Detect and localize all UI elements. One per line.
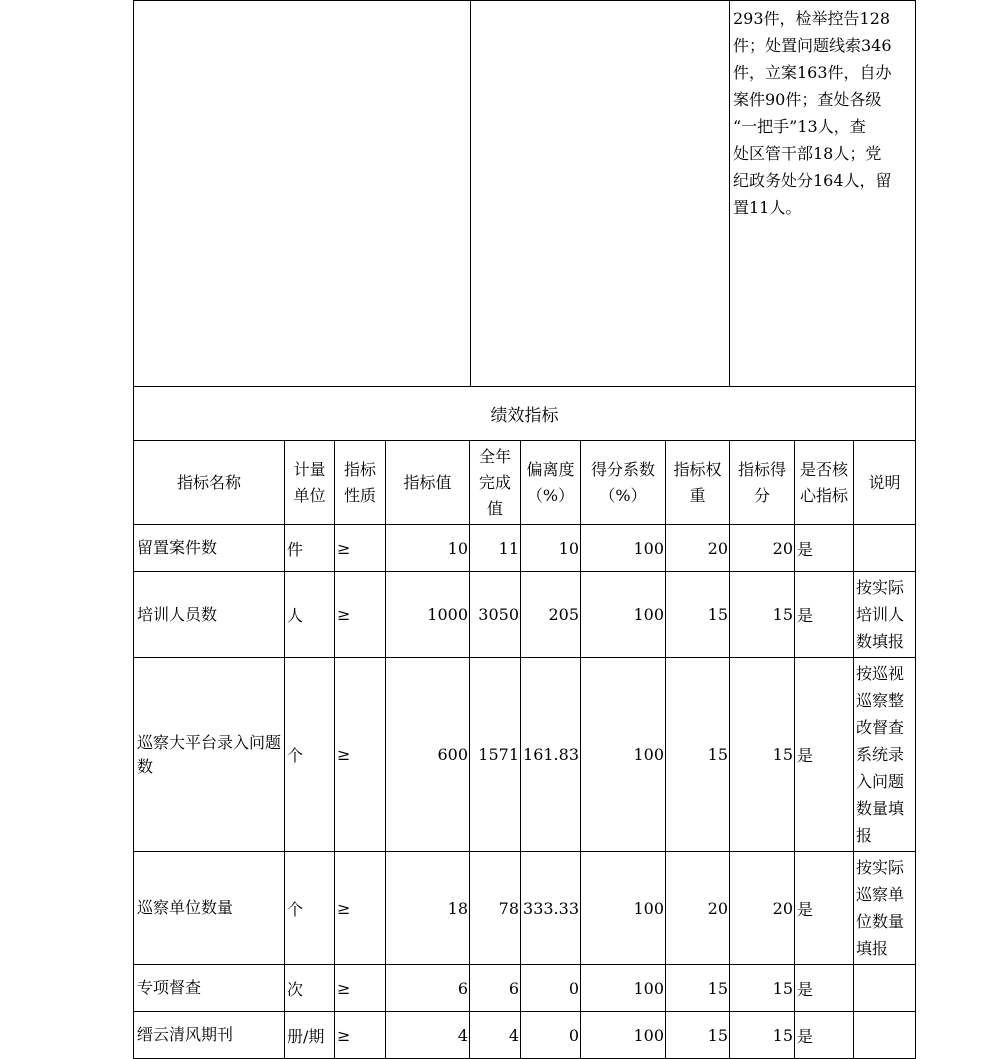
core-cell: 是 <box>795 525 854 572</box>
actual-cell: 11 <box>470 525 521 572</box>
indicator-name: 缙云清风期刊 <box>134 1012 285 1059</box>
text-line: 纪政务处分164人，留 <box>733 171 892 190</box>
unit-cell: 个 <box>285 658 335 852</box>
score-cell: 15 <box>730 658 795 852</box>
header-score: 指标得 分 <box>730 441 795 525</box>
deviation-cell: 0 <box>521 1012 581 1059</box>
target-cell: 1000 <box>386 572 470 658</box>
header-name: 指标名称 <box>134 441 285 525</box>
note-line: 入问题 <box>856 772 905 791</box>
weight-cell: 15 <box>666 658 730 852</box>
top-cell-middle <box>471 1 730 387</box>
nature-cell: ≥ <box>335 658 386 852</box>
header-coefficient: 得分系数 （%） <box>581 441 666 525</box>
indicator-name: 培训人员数 <box>134 572 285 658</box>
actual-cell: 78 <box>470 852 521 965</box>
text-line: 置11人。 <box>733 198 802 217</box>
text-line: “一把手”13人，查 <box>733 117 866 136</box>
note-line: 位数量 <box>856 912 905 931</box>
header-actual: 全年 完成 值 <box>470 441 521 525</box>
note-line: 按巡视 <box>856 664 905 683</box>
score-cell: 15 <box>730 572 795 658</box>
coefficient-cell: 100 <box>581 525 666 572</box>
core-cell: 是 <box>795 852 854 965</box>
header-core: 是否核 心指标 <box>795 441 854 525</box>
target-cell: 4 <box>386 1012 470 1059</box>
actual-cell: 6 <box>470 965 521 1012</box>
text-line: 件；处置问题线索346 <box>733 36 892 55</box>
indicator-name: 留置案件数 <box>134 525 285 572</box>
note-line: 培训人 <box>856 605 905 624</box>
indicator-name: 巡察大平台录入问题数 <box>134 658 285 852</box>
text-line: 案件90件；查处各级 <box>733 90 882 109</box>
note-line: 数量填 <box>856 799 905 818</box>
table-row <box>134 572 916 658</box>
score-cell: 15 <box>730 965 795 1012</box>
score-cell: 20 <box>730 525 795 572</box>
note-cell <box>854 572 916 658</box>
coefficient-cell: 100 <box>581 572 666 658</box>
weight-cell: 15 <box>666 1012 730 1059</box>
actual-cell: 3050 <box>470 572 521 658</box>
target-cell: 600 <box>386 658 470 852</box>
score-cell: 20 <box>730 852 795 965</box>
unit-cell: 件 <box>285 525 335 572</box>
actual-cell: 1571 <box>470 658 521 852</box>
header-target: 指标值 <box>386 441 470 525</box>
weight-cell: 20 <box>666 525 730 572</box>
header-weight: 指标权 重 <box>666 441 730 525</box>
unit-cell: 个 <box>285 852 335 965</box>
nature-cell: ≥ <box>335 852 386 965</box>
note-line: 巡察单 <box>856 885 905 904</box>
unit-cell: 次 <box>285 965 335 1012</box>
note-line: 按实际 <box>856 858 905 877</box>
core-cell: 是 <box>795 572 854 658</box>
table-row <box>134 525 916 572</box>
note-line: 填报 <box>856 939 889 958</box>
nature-cell: ≥ <box>335 525 386 572</box>
target-cell: 18 <box>386 852 470 965</box>
note-line: 巡察整 <box>856 691 905 710</box>
note-line: 系统录 <box>856 745 905 764</box>
nature-cell: ≥ <box>335 965 386 1012</box>
unit-cell: 册/期 <box>285 1012 335 1059</box>
core-cell: 是 <box>795 1012 854 1059</box>
top-continuation-table <box>133 0 916 387</box>
note-line: 数填报 <box>856 632 905 651</box>
top-cell-right <box>730 1 916 387</box>
weight-cell: 15 <box>666 572 730 658</box>
deviation-cell: 333.33 <box>521 852 581 965</box>
table-row <box>134 1012 916 1059</box>
nature-cell: ≥ <box>335 1012 386 1059</box>
deviation-cell: 10 <box>521 525 581 572</box>
note-cell <box>854 525 916 572</box>
header-row <box>134 441 916 525</box>
coefficient-cell: 100 <box>581 852 666 965</box>
performance-indicator-table <box>133 386 916 1059</box>
weight-cell: 15 <box>666 965 730 1012</box>
target-cell: 10 <box>386 525 470 572</box>
note-line: 改督查 <box>856 718 905 737</box>
coefficient-cell: 100 <box>581 1012 666 1059</box>
nature-cell: ≥ <box>335 572 386 658</box>
score-cell: 15 <box>730 1012 795 1059</box>
weight-cell: 20 <box>666 852 730 965</box>
note-line: 报 <box>856 826 873 845</box>
note-cell <box>854 852 916 965</box>
header-note: 说明 <box>854 441 916 525</box>
table-row <box>134 965 916 1012</box>
coefficient-cell: 100 <box>581 965 666 1012</box>
header-deviation: 偏离度 （%） <box>521 441 581 525</box>
unit-cell: 人 <box>285 572 335 658</box>
note-line: 按实际 <box>856 578 905 597</box>
text-line: 293件，检举控告128 <box>733 9 891 28</box>
top-cell-left <box>134 1 471 387</box>
coefficient-cell: 100 <box>581 658 666 852</box>
deviation-cell: 161.83 <box>521 658 581 852</box>
note-cell <box>854 1012 916 1059</box>
indicator-name: 巡察单位数量 <box>134 852 285 965</box>
section-title: 绩效指标 <box>134 387 916 441</box>
deviation-cell: 205 <box>521 572 581 658</box>
table-row <box>134 852 916 965</box>
note-cell <box>854 658 916 852</box>
table-row <box>134 658 916 852</box>
core-cell: 是 <box>795 658 854 852</box>
indicator-name: 专项督查 <box>134 965 285 1012</box>
top-cell-text <box>730 1 915 221</box>
text-line: 件，立案163件，自办 <box>733 63 892 82</box>
header-nature: 指标 性质 <box>335 441 386 525</box>
target-cell: 6 <box>386 965 470 1012</box>
deviation-cell: 0 <box>521 965 581 1012</box>
text-line: 处区管干部18人；党 <box>733 144 882 163</box>
core-cell: 是 <box>795 965 854 1012</box>
header-unit: 计量 单位 <box>285 441 335 525</box>
note-cell <box>854 965 916 1012</box>
actual-cell: 4 <box>470 1012 521 1059</box>
